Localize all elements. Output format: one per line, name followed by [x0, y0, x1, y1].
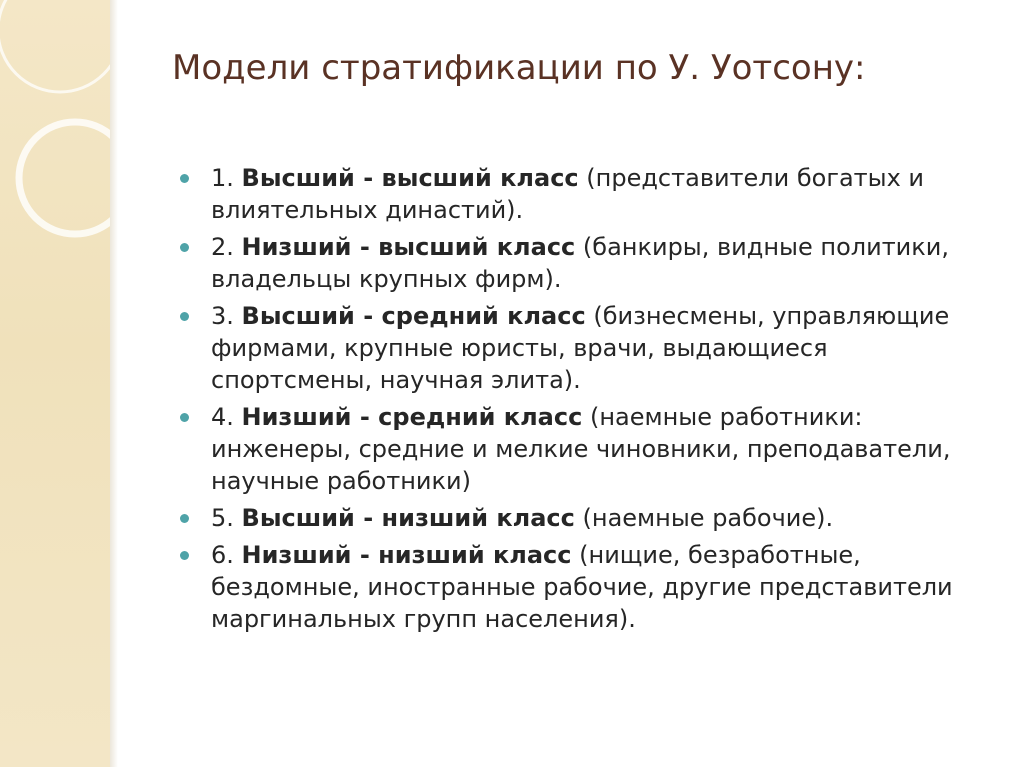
- list-item: [178, 502, 968, 534]
- item-number: 5.: [211, 504, 242, 532]
- bullet-icon: [180, 514, 189, 523]
- item-class: Низший - низший класс: [241, 541, 572, 569]
- item-description: (бизнесмены, управляющие фирмами, крупные юристы, врачи, выдающиеся спортсмены, научная элита).: [211, 302, 950, 394]
- list-item: [178, 231, 968, 295]
- decorative-rings-icon: [0, 0, 110, 767]
- item-number: 1.: [211, 164, 242, 192]
- item-description: (наемные работники: инженеры, средние и мелкие чиновники, преподаватели, научные работники): [211, 403, 951, 495]
- item-number: 4.: [211, 403, 242, 431]
- item-description: (представители богатых и влиятельных династий).: [211, 164, 925, 224]
- item-class: Низший - высший класс: [241, 233, 576, 261]
- decorative-side-panel: [0, 0, 110, 767]
- item-description: (банкиры, видные политики, владельцы крупных фирм).: [211, 233, 949, 293]
- item-number: 2.: [211, 233, 242, 261]
- side-panel-edge: [110, 0, 118, 767]
- item-class: Высший - высший класс: [241, 164, 579, 192]
- bullet-icon: [180, 243, 189, 252]
- bullet-icon: [180, 551, 189, 560]
- item-description: (нищие, безработные, бездомные, иностранные рабочие, другие представители маргинальных групп населения).: [211, 541, 953, 633]
- list-item: [178, 162, 968, 226]
- bullet-icon: [180, 174, 189, 183]
- list-item: [178, 300, 968, 396]
- item-number: 3.: [211, 302, 242, 330]
- slide-title: Модели стратификации по У. Уотсону:: [172, 48, 866, 88]
- list-item: [178, 401, 968, 497]
- item-class: Высший - средний класс: [241, 302, 586, 330]
- list-item: [178, 539, 968, 635]
- bullet-icon: [180, 413, 189, 422]
- item-number: 6.: [211, 541, 242, 569]
- item-class: Высший - низший класс: [241, 504, 575, 532]
- item-class: Низший - средний класс: [241, 403, 583, 431]
- item-description: (наемные рабочие).: [574, 504, 834, 532]
- bullet-icon: [180, 312, 189, 321]
- content-list: [178, 162, 968, 640]
